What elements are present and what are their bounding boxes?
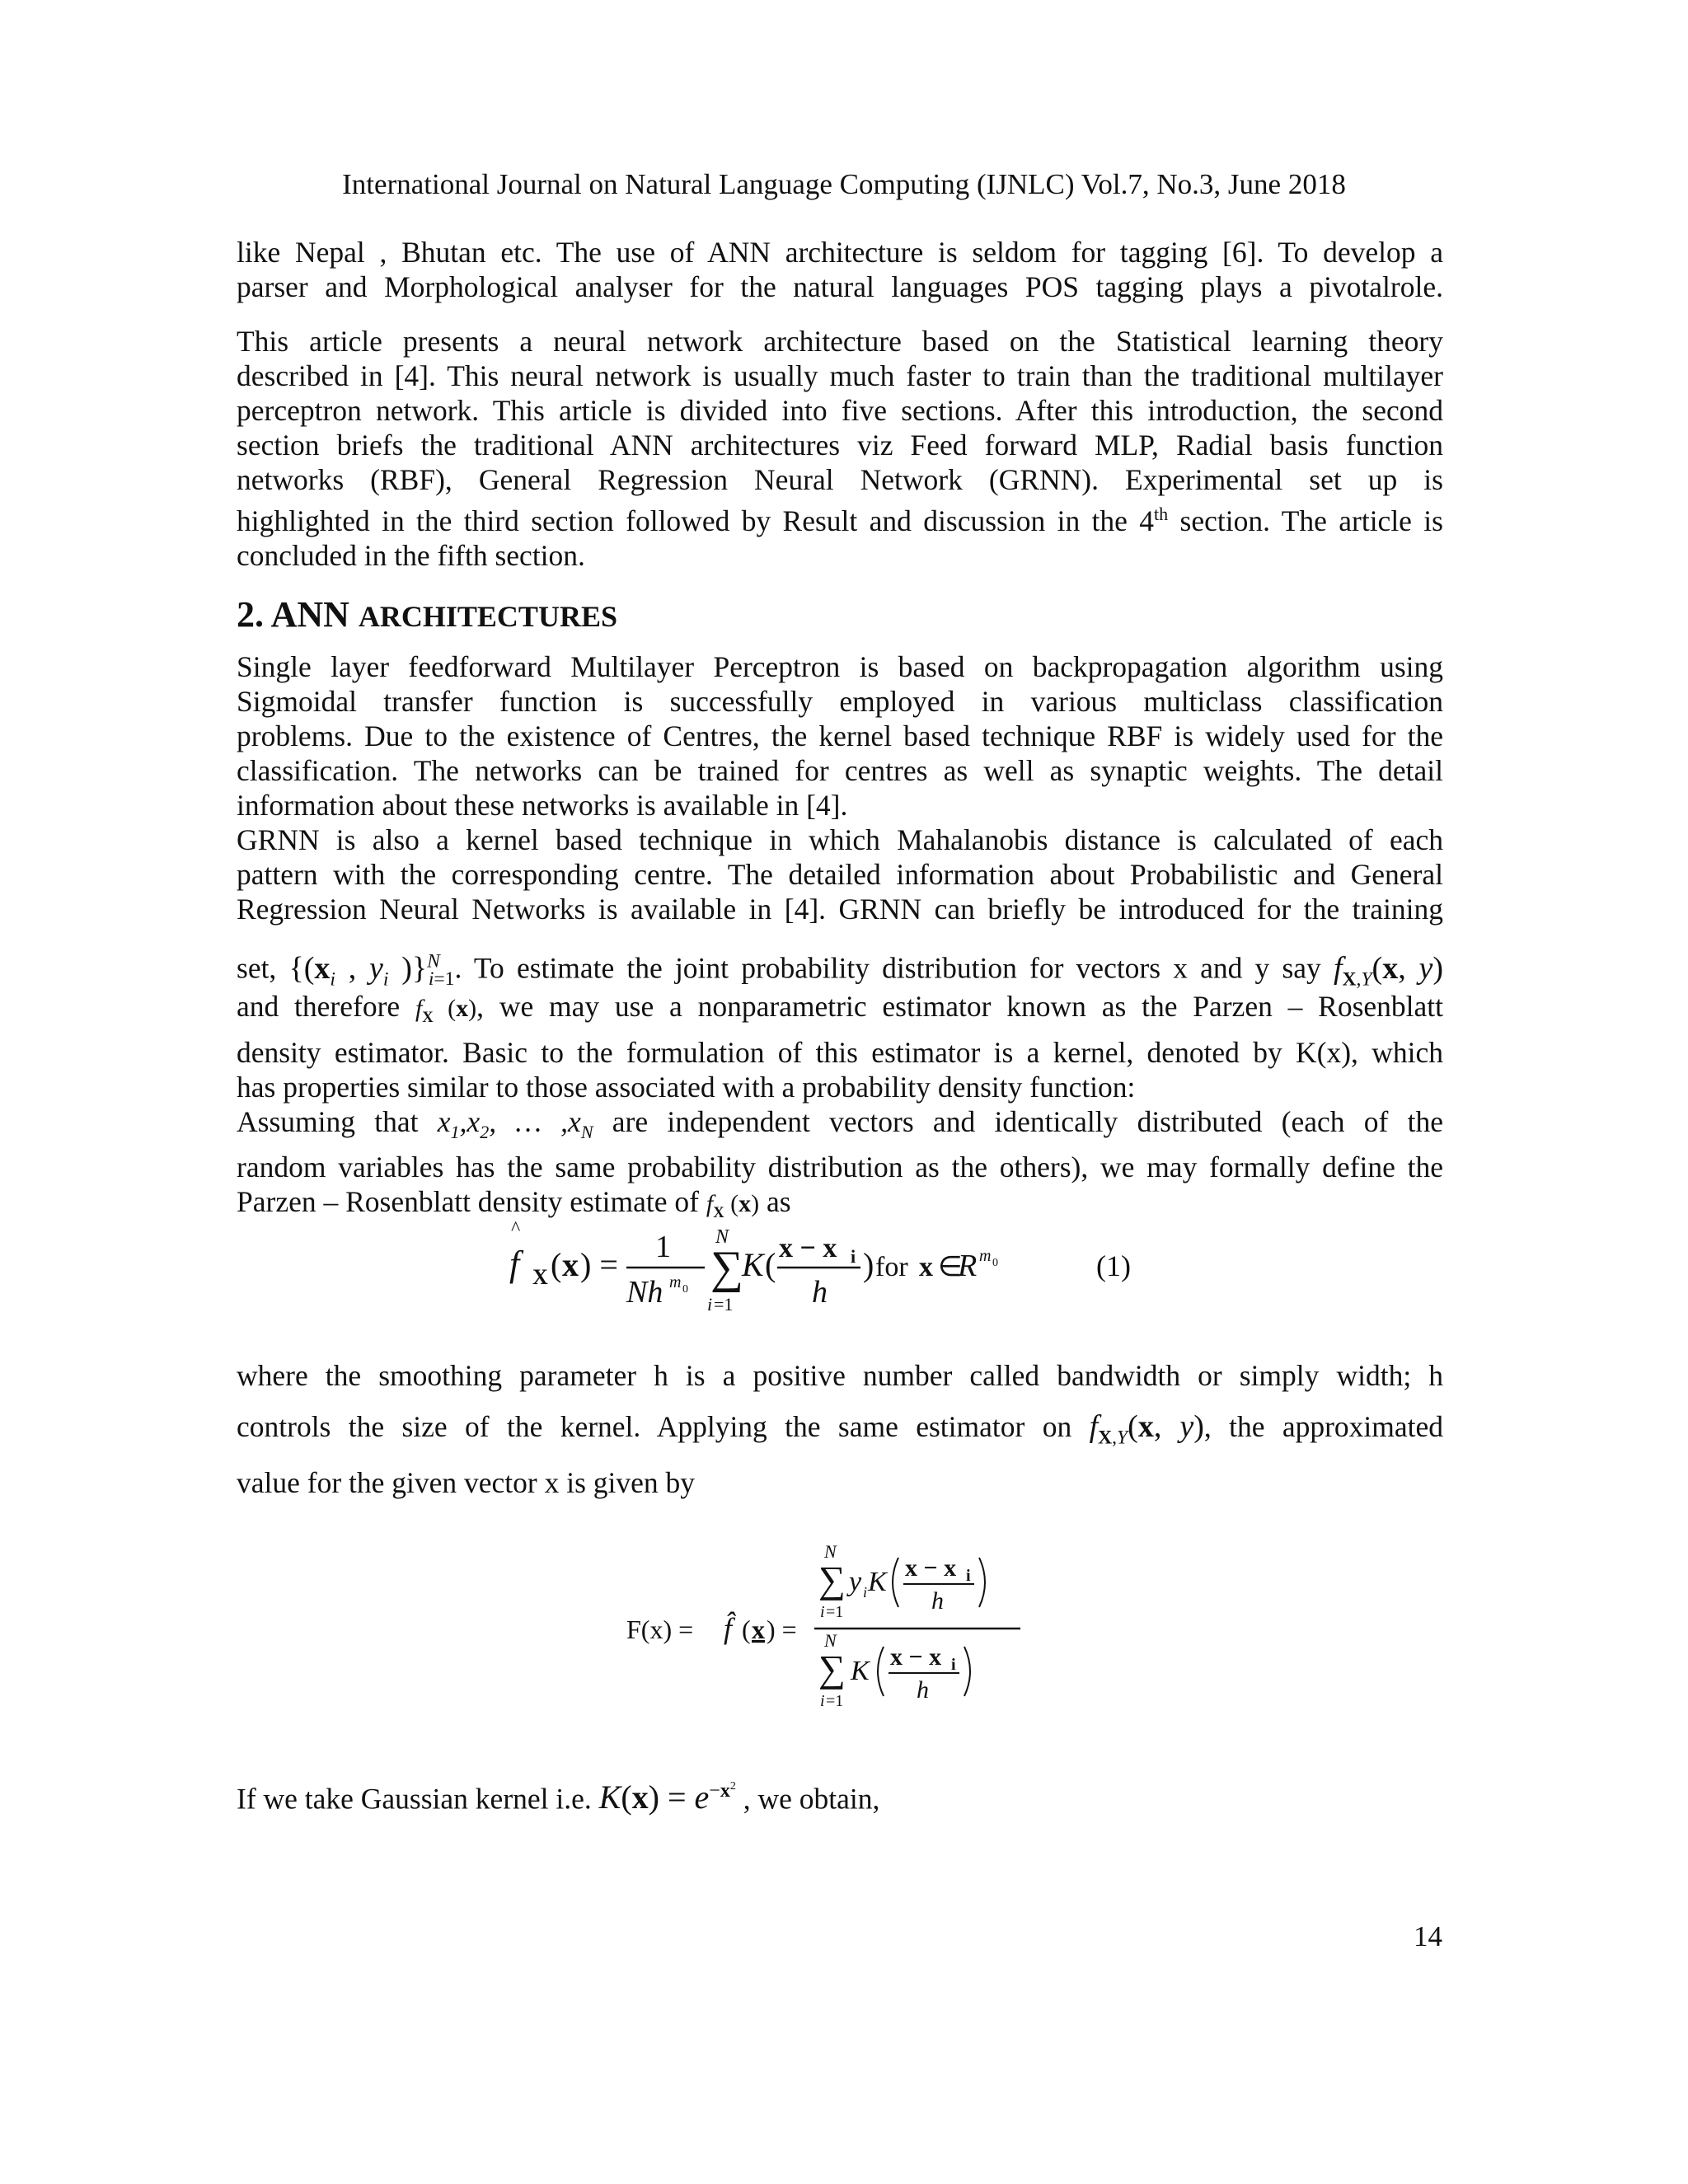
section-heading xyxy=(237,593,617,635)
text-line: Regression Neural Networks is available in [4]. GRNN can briefly be introduced for the training xyxy=(237,893,1443,926)
text-fragment: section. The article is xyxy=(1168,504,1443,537)
text-line: networks (RBF), General Regression Neural Network (GRNN). Experimental set up is xyxy=(237,463,1443,496)
svg-text:∑: ∑ xyxy=(710,1242,743,1293)
text-fragment: set, xyxy=(237,951,277,985)
text-line: described in [4]. This neural network is usually much faster to train than the traditional multilayer xyxy=(237,359,1443,392)
svg-text:m: m xyxy=(669,1273,682,1291)
heading-number: 2. ANN xyxy=(237,594,349,635)
svg-text:=1: =1 xyxy=(826,1603,844,1621)
text-line xyxy=(237,1409,1443,1455)
svg-text:R: R xyxy=(958,1249,978,1283)
svg-text:i: i xyxy=(966,1567,971,1585)
joint-density-formula: $f_{X,Y}(x$, y) xyxy=(1089,1409,1204,1449)
text-fragment: Assuming that xyxy=(237,1105,419,1138)
text-fragment: , we may use a nonparametric estimator known as the Parzen – Rosenblatt xyxy=(476,990,1444,1023)
svg-text:K: K xyxy=(851,1656,870,1686)
equation-grnn-output xyxy=(618,1541,1047,1722)
marginal-density-formula: $f_X$ (x) xyxy=(706,1190,760,1222)
paragraph-approximation xyxy=(237,1409,1443,1455)
paragraph-bandwidth xyxy=(237,1358,1443,1393)
text-line: density estimator. Basic to the formulation of this estimator is a kernel, denoted by K(x), which xyxy=(237,1036,1443,1069)
text-line: where the smoothing parameter h is a positive number called bandwidth or simply width; h xyxy=(237,1359,1443,1392)
text-line: like Nepal , Bhutan etc. The use of ANN architecture is seldom for tagging [6]. To develop a xyxy=(237,236,1443,269)
text-line: concluded in the fifth section. xyxy=(237,538,585,572)
text-line: section briefs the traditional ANN architectures viz Feed forward MLP, Radial basis function xyxy=(237,429,1443,462)
svg-text:) =: ) = xyxy=(580,1246,618,1283)
text-line: value for the given vector x is given by xyxy=(237,1466,696,1499)
text-line: GRNN is also a kernel based technique in which Mahalanobis distance is calculated of each xyxy=(237,823,1443,856)
svg-text:i: i xyxy=(851,1246,856,1267)
svg-text:K: K xyxy=(868,1567,887,1597)
text-line: information about these networks is available in [4]. xyxy=(237,789,848,822)
svg-text:X: X xyxy=(532,1265,548,1289)
text-line xyxy=(237,1104,1443,1150)
svg-text:f: f xyxy=(509,1244,520,1284)
svg-text:=1: =1 xyxy=(826,1692,844,1710)
gaussian-kernel-formula: $K(x) = e^{-x^2}$ xyxy=(598,1779,736,1816)
svg-text:N: N xyxy=(715,1226,729,1248)
svg-text:Nh: Nh xyxy=(626,1275,663,1310)
svg-text:x: x xyxy=(562,1246,579,1283)
svg-text:N: N xyxy=(824,1630,837,1651)
svg-text:i: i xyxy=(820,1692,825,1710)
text-fragment: If we take Gaussian kernel i.e. xyxy=(237,1782,592,1816)
svg-text:x − x: x − x xyxy=(779,1233,837,1263)
svg-text:x − x: x − x xyxy=(890,1643,942,1671)
svg-text:i: i xyxy=(863,1584,868,1601)
svg-text:K: K xyxy=(742,1246,764,1283)
text-fragment: Parzen – Rosenblatt density estimate of xyxy=(237,1185,699,1219)
svg-text:i: i xyxy=(820,1603,825,1621)
svg-text:h: h xyxy=(917,1676,929,1704)
running-header: International Journal on Natural Language Computing (IJNLC) Vol.7, No.3, June 2018 xyxy=(342,168,1346,200)
marginal-density-formula: $f_X$ (x) xyxy=(415,995,477,1026)
svg-text:h: h xyxy=(812,1275,828,1310)
text-line: parser and Morphological analyser for the natural languages POS tagging plays a pivotalrole. xyxy=(237,270,1443,303)
svg-text:i: i xyxy=(951,1656,956,1674)
paragraph-ann-architectures xyxy=(237,649,1443,926)
paragraph-approximation-end xyxy=(237,1465,1443,1500)
text-fragment: are independent vectors and identically distributed (each of the xyxy=(612,1105,1444,1138)
svg-text:for: for xyxy=(875,1252,908,1282)
svg-text:0: 0 xyxy=(992,1257,998,1269)
svg-text:x − x: x − x xyxy=(905,1554,957,1582)
text-fragment: and therefore xyxy=(237,990,401,1023)
text-line xyxy=(237,989,1443,1035)
svg-text:h: h xyxy=(931,1587,944,1615)
text-line: Single layer feedforward Multilayer Perceptron is based on backpropagation algorithm using xyxy=(237,650,1443,683)
paragraph-parzen-intro xyxy=(237,989,1443,1230)
text-fragment: . To estimate the joint probability distribution for vectors x and y say xyxy=(454,951,1321,985)
text-fragment: , the approximated xyxy=(1203,1410,1444,1443)
text-fragment: , we obtain, xyxy=(743,1782,880,1816)
equation-parzen-estimate xyxy=(495,1220,1170,1319)
svg-text:(: ( xyxy=(742,1615,751,1644)
superscript: th xyxy=(1154,504,1169,524)
page-number: 14 xyxy=(1414,1920,1442,1952)
svg-text:^: ^ xyxy=(511,1220,521,1240)
paragraph-gaussian-kernel xyxy=(237,1764,1443,1821)
paragraph-intro-end xyxy=(237,235,1443,304)
text-fragment: as xyxy=(767,1185,791,1219)
text-line: classification. The networks can be trained for centres as well as synaptic weights. The detail xyxy=(237,754,1443,787)
text-line: random variables has the same probability distribution as the others), we may formally define the xyxy=(237,1151,1443,1184)
svg-text:(: ( xyxy=(765,1246,776,1283)
svg-text:i: i xyxy=(707,1294,713,1315)
svg-text:): ) xyxy=(863,1246,874,1283)
joint-density-formula: $f_{X,Y}(x$, y) xyxy=(1333,950,1444,991)
svg-text:x: x xyxy=(919,1252,933,1282)
text-fragment: controls the size of the kernel. Applying the same estimator on xyxy=(237,1410,1072,1443)
text-line: pattern with the corresponding centre. The detailed information about Probabilistic and General xyxy=(237,858,1443,891)
svg-text:) =: ) = xyxy=(767,1615,797,1644)
paragraph-article-overview xyxy=(237,324,1443,573)
equation-lhs: F(x) = xyxy=(626,1615,694,1644)
svg-text:N: N xyxy=(824,1541,837,1562)
svg-text:f̂: f̂ xyxy=(724,1612,733,1645)
text-line: This article presents a neural network architecture based on the Statistical learning theory xyxy=(237,325,1443,358)
equation-number: (1) xyxy=(1096,1249,1131,1282)
text-line: perceptron network. This article is divided into five sections. After this introduction, the second xyxy=(237,394,1443,427)
svg-text:x: x xyxy=(752,1615,765,1644)
svg-text:∈: ∈ xyxy=(938,1252,963,1282)
svg-text:∑: ∑ xyxy=(818,1558,846,1601)
text-fragment: highlighted in the third section followed by Result and discussion in the 4 xyxy=(237,504,1155,537)
text-line: has properties similar to those associated with a probability density function: xyxy=(237,1071,1136,1104)
text-line: Sigmoidal transfer function is successfully employed in various multiclass classification xyxy=(237,685,1443,718)
svg-text:0: 0 xyxy=(682,1283,688,1296)
text-line: problems. Due to the existence of Centres, the kernel based technique RBF is widely used for the xyxy=(237,719,1443,752)
heading-title: ARCHITECTURES xyxy=(358,600,617,633)
svg-text:(: ( xyxy=(551,1246,562,1283)
text-line xyxy=(237,1764,1443,1821)
svg-text:1: 1 xyxy=(655,1230,671,1264)
svg-text:y: y xyxy=(849,1567,862,1597)
vector-sequence: $x_1,x_2$, … $,x_N$ xyxy=(437,1105,593,1143)
svg-text:=1: =1 xyxy=(714,1294,734,1315)
svg-text:∑: ∑ xyxy=(818,1647,846,1690)
text-line xyxy=(237,497,1443,538)
training-set-formula: {($x_i$ , $y_i$ )}$^N_{i=1}$ xyxy=(288,950,455,991)
svg-text:m: m xyxy=(979,1247,992,1265)
